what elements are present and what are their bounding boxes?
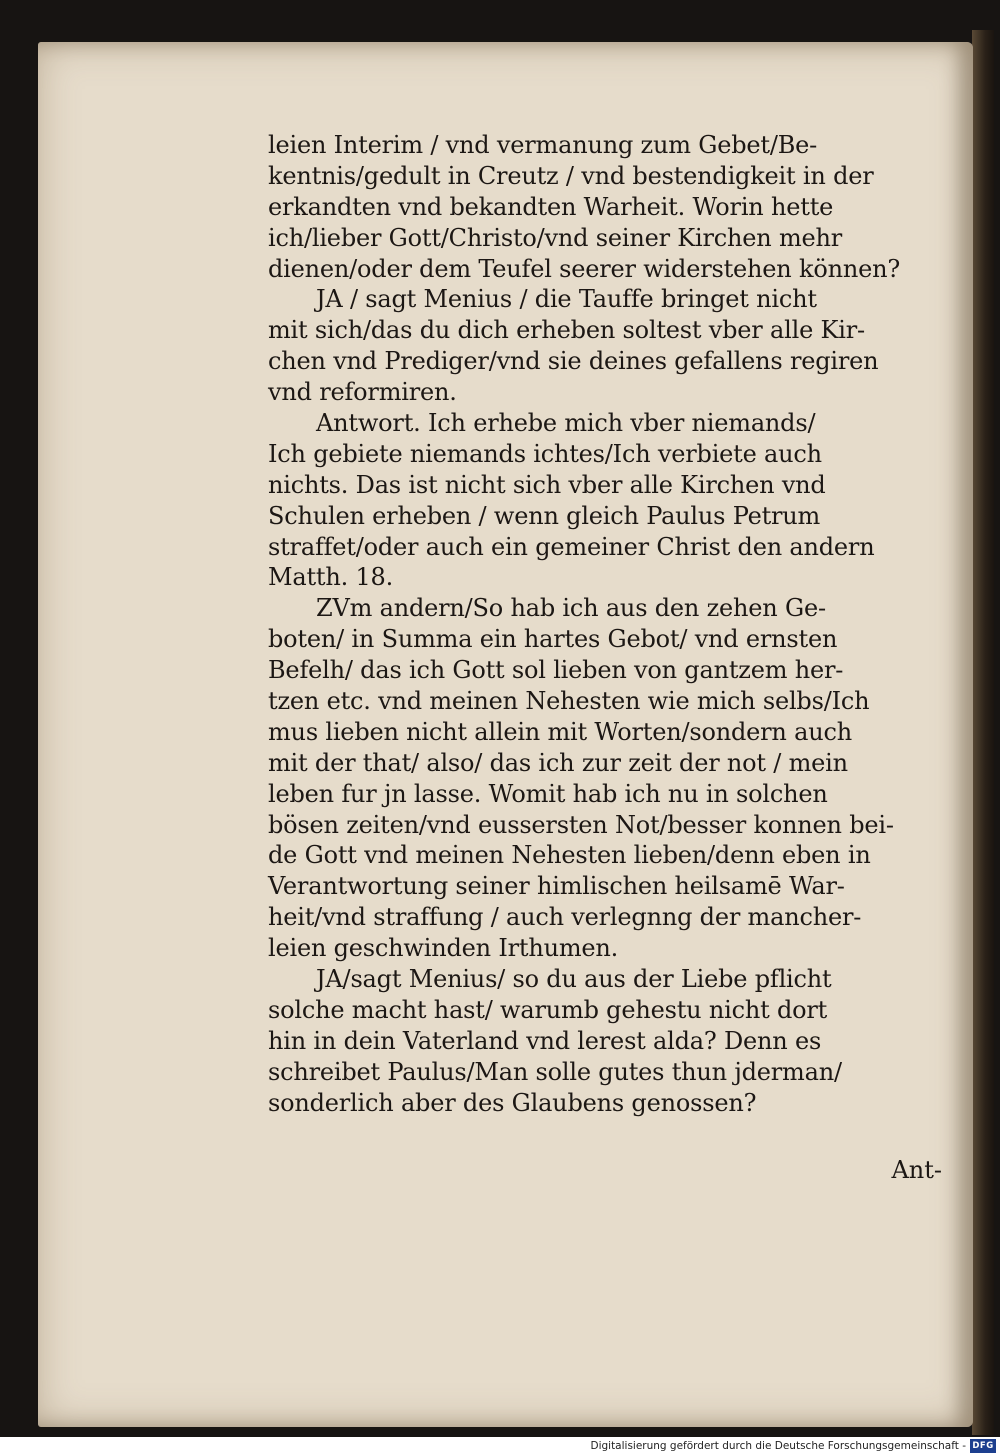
text-line: ich/lieber Gott/Christo/vnd seiner Kirchen mehr xyxy=(268,223,843,252)
text-line: JA/sagt Menius/ so du aus der Liebe pflicht xyxy=(316,965,832,994)
text-line: mit der that/ also/ das ich zur zeit der not / mein xyxy=(268,748,848,777)
digitization-footer xyxy=(0,1437,1000,1455)
page-edge xyxy=(972,30,994,1435)
text-line: schreibet Paulus/Man solle gutes thun jderman/ xyxy=(268,1057,842,1086)
catchword: Ant- xyxy=(891,1156,942,1184)
funding-credit: Digitalisierung gefördert durch die Deutsche Forschungsgemeinschaft - xyxy=(590,1440,966,1452)
text-line: tzen etc. vnd meinen Nehesten wie mich selbs/Ich xyxy=(268,687,870,716)
text-line: hin in dein Vaterland vnd lerest alda? Denn es xyxy=(268,1026,822,1055)
text-line: leien geschwinden Irthumen. xyxy=(268,934,619,963)
body-text xyxy=(268,130,958,1119)
text-line: bösen zeiten/vnd eussersten Not/besser konnen bei- xyxy=(268,810,894,839)
text-line: leben fur jn lasse. Womit hab ich nu in solchen xyxy=(268,779,828,808)
text-line: Befelh/ das ich Gott sol lieben von gantzem her- xyxy=(268,656,844,685)
text-line: ZVm andern/So hab ich aus den zehen Ge- xyxy=(316,594,826,623)
text-line: mit sich/das du dich erheben soltest vber alle Kir- xyxy=(268,316,865,345)
text-line: heit/vnd straffung / auch verlegnng der mancher- xyxy=(268,903,862,932)
dfg-logo: DFG xyxy=(970,1439,996,1453)
text-line: mus lieben nicht allein mit Worten/sondern auch xyxy=(268,717,852,746)
text-line: erkandten vnd bekandten Warheit. Worin hette xyxy=(268,192,834,221)
text-line: boten/ in Summa ein hartes Gebot/ vnd ernsten xyxy=(268,625,838,654)
text-line: JA / sagt Menius / die Tauffe bringet nicht xyxy=(316,285,817,314)
text-line: solche macht hast/ warumb gehestu nicht dort xyxy=(268,995,828,1024)
text-line: sonderlich aber des Glaubens genossen? xyxy=(268,1088,757,1117)
text-line: chen vnd Prediger/vnd sie deines gefallens regiren xyxy=(268,347,879,376)
text-line: Antwort. Ich erhebe mich vber niemands/ xyxy=(316,409,816,438)
text-line: straffet/oder auch ein gemeiner Christ den andern xyxy=(268,532,875,561)
text-line: dienen/oder dem Teufel seerer widerstehen können? xyxy=(268,254,901,283)
text-line: Schulen erheben / wenn gleich Paulus Petrum xyxy=(268,501,821,530)
text-line: vnd reformiren. xyxy=(268,378,457,407)
text-line: leien Interim / vnd vermanung zum Gebet/Be- xyxy=(268,131,818,159)
text-line: Matth. 18. xyxy=(268,563,394,592)
text-line: Verantwortung seiner himlischen heilsamē War- xyxy=(268,872,845,901)
text-line: nichts. Das ist nicht sich vber alle Kirchen vnd xyxy=(268,470,826,499)
text-line: Ich gebiete niemands ichtes/Ich verbiete auch xyxy=(268,439,822,468)
text-line: de Gott vnd meinen Nehesten lieben/denn eben in xyxy=(268,841,871,870)
text-line: kentnis/gedult in Creutz / vnd bestendigkeit in der xyxy=(268,161,874,190)
